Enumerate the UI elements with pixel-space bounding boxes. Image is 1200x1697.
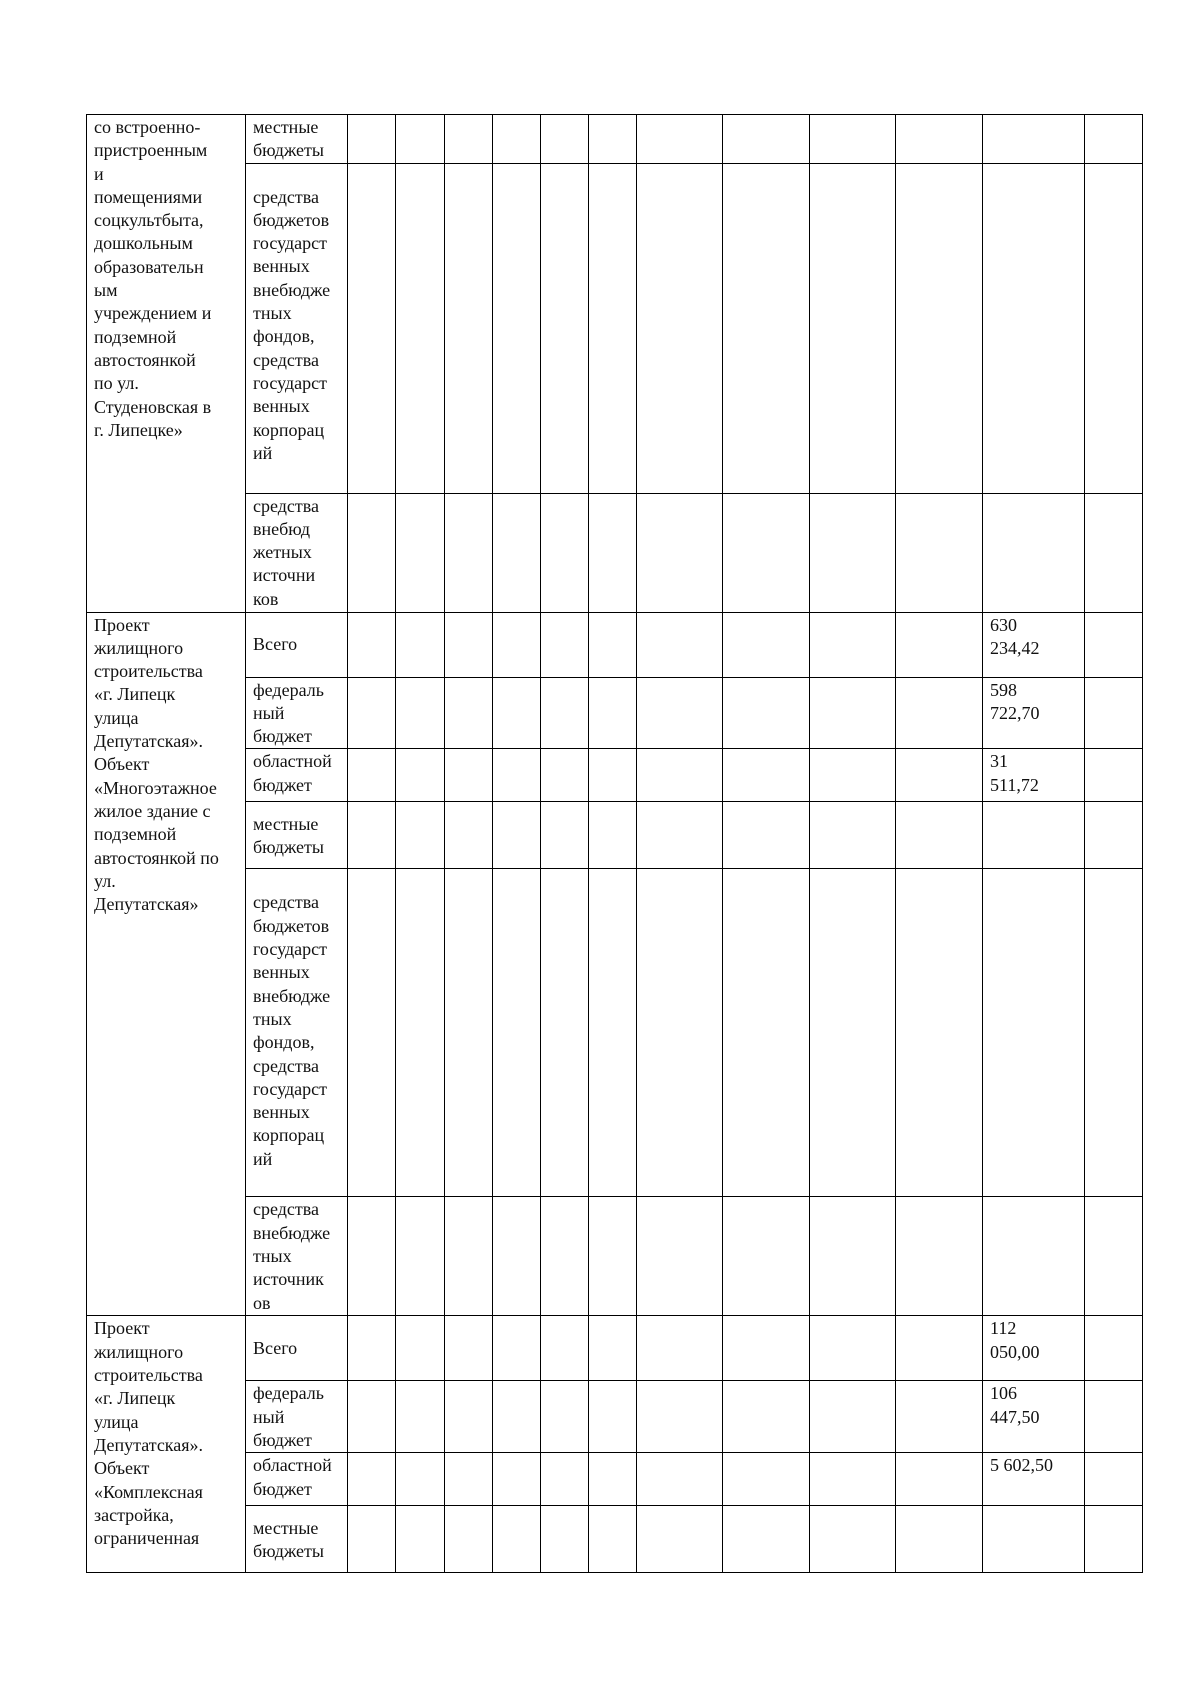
empty-cell: [1085, 677, 1143, 749]
empty-cell: [723, 802, 810, 869]
table-row: [87, 163, 1143, 493]
empty-cell: [396, 1506, 445, 1573]
table-row: [87, 1506, 1143, 1573]
empty-cell: [589, 1197, 637, 1316]
empty-cell: [589, 493, 637, 612]
empty-cell: [637, 749, 723, 802]
empty-cell: [493, 749, 541, 802]
empty-cell: [589, 163, 637, 493]
table-row: [87, 749, 1143, 802]
empty-cell: [723, 1506, 810, 1573]
funding-source-cell: Всего: [246, 612, 348, 677]
empty-cell: [810, 493, 896, 612]
empty-cell: [637, 1381, 723, 1453]
empty-cell: [810, 612, 896, 677]
empty-cell: [810, 677, 896, 749]
funding-source-cell: Всего: [246, 1316, 348, 1381]
empty-cell: [348, 1316, 396, 1381]
empty-cell: [637, 493, 723, 612]
empty-cell: [637, 115, 723, 164]
empty-cell: [348, 677, 396, 749]
empty-cell: [541, 869, 589, 1197]
empty-cell: [396, 1197, 445, 1316]
empty-cell: [541, 1453, 589, 1506]
funding-source-cell: федераль ный бюджет: [246, 677, 348, 749]
empty-cell: [445, 1506, 493, 1573]
empty-cell: [1085, 1453, 1143, 1506]
total-value-cell: 112 050,00: [983, 1316, 1085, 1381]
empty-cell: [1085, 1316, 1143, 1381]
funding-table: [86, 114, 1143, 1573]
empty-cell: [541, 163, 589, 493]
empty-cell: [348, 163, 396, 493]
empty-cell: [637, 802, 723, 869]
empty-cell: [493, 677, 541, 749]
empty-cell: [589, 1381, 637, 1453]
table-row: [87, 493, 1143, 612]
table-row: [87, 677, 1143, 749]
empty-cell: [637, 1506, 723, 1573]
empty-cell: [723, 1453, 810, 1506]
table-row: [87, 869, 1143, 1197]
funding-source-cell: средства внебюдже тных источник ов: [246, 1197, 348, 1316]
empty-cell: [896, 493, 983, 612]
empty-cell: [348, 612, 396, 677]
funding-source-cell: местные бюджеты: [246, 802, 348, 869]
empty-cell: [493, 163, 541, 493]
empty-cell: [445, 163, 493, 493]
funding-source-cell: средства бюджетов государст венных внебюдже тных фондов, средства государст венных корпорац ий: [246, 869, 348, 1197]
empty-cell: [348, 869, 396, 1197]
empty-cell: [396, 163, 445, 493]
empty-cell: [896, 1197, 983, 1316]
empty-cell: [589, 612, 637, 677]
empty-cell: [637, 677, 723, 749]
empty-cell: [810, 163, 896, 493]
empty-cell: [445, 749, 493, 802]
empty-cell: [541, 802, 589, 869]
total-value-cell: 630 234,42: [983, 612, 1085, 677]
empty-cell: [810, 749, 896, 802]
empty-cell: [541, 1381, 589, 1453]
empty-cell: [589, 1316, 637, 1381]
empty-cell: [1085, 1506, 1143, 1573]
empty-cell: [541, 612, 589, 677]
empty-cell: [723, 749, 810, 802]
empty-cell: [445, 612, 493, 677]
empty-cell: [896, 869, 983, 1197]
funding-source-cell: средства бюджетов государст венных внебюдже тных фондов, средства государст венных корпорац ий: [246, 163, 348, 493]
empty-cell: [493, 493, 541, 612]
table-row: [87, 1453, 1143, 1506]
empty-cell: [541, 1506, 589, 1573]
empty-cell: [396, 1316, 445, 1381]
empty-cell: [493, 869, 541, 1197]
total-value-cell: 5 602,50: [983, 1453, 1085, 1506]
empty-cell: [541, 1197, 589, 1316]
empty-cell: [445, 869, 493, 1197]
empty-cell: [1085, 749, 1143, 802]
empty-cell: [896, 1381, 983, 1453]
empty-cell: [348, 1381, 396, 1453]
empty-cell: [723, 869, 810, 1197]
empty-cell: [896, 1506, 983, 1573]
empty-cell: [445, 1197, 493, 1316]
empty-cell: [493, 1453, 541, 1506]
empty-cell: [445, 1316, 493, 1381]
empty-cell: [445, 1453, 493, 1506]
empty-cell: [810, 802, 896, 869]
empty-cell: [348, 749, 396, 802]
empty-cell: [493, 1506, 541, 1573]
empty-cell: [493, 1381, 541, 1453]
empty-cell: [445, 1381, 493, 1453]
table-row: [87, 1197, 1143, 1316]
empty-cell: [896, 1453, 983, 1506]
total-value-cell: 598 722,70: [983, 677, 1085, 749]
empty-cell: [810, 1316, 896, 1381]
empty-cell: [348, 493, 396, 612]
empty-cell: [637, 163, 723, 493]
empty-cell: [1085, 612, 1143, 677]
project-name-cell: Проект жилищного строительства «г. Липецк улица Депутатская». Объект «Многоэтажное жилое здание с подземной автостоянкой по ул. Депутатская»: [87, 612, 246, 1316]
empty-cell: [637, 1316, 723, 1381]
empty-cell: [396, 1381, 445, 1453]
empty-cell: [810, 1453, 896, 1506]
empty-cell: [896, 749, 983, 802]
empty-cell: [396, 749, 445, 802]
total-value-cell: [983, 1506, 1085, 1573]
funding-source-cell: местные бюджеты: [246, 1506, 348, 1573]
funding-source-cell: областной бюджет: [246, 1453, 348, 1506]
empty-cell: [723, 677, 810, 749]
project-name-cell: со встроенно- пристроенным и помещениями соцкультбыта, дошкольным образовательн ым учреждением и подземной автостоянкой по ул. Студеновская в г. Липецке»: [87, 115, 246, 613]
empty-cell: [723, 1316, 810, 1381]
empty-cell: [348, 1197, 396, 1316]
total-value-cell: [983, 869, 1085, 1197]
empty-cell: [723, 1197, 810, 1316]
empty-cell: [723, 493, 810, 612]
empty-cell: [589, 869, 637, 1197]
empty-cell: [445, 115, 493, 164]
table-row: [87, 1316, 1143, 1381]
funding-source-cell: местные бюджеты: [246, 115, 348, 164]
empty-cell: [541, 749, 589, 802]
table-row: [87, 612, 1143, 677]
empty-cell: [1085, 869, 1143, 1197]
empty-cell: [396, 1453, 445, 1506]
total-value-cell: [983, 493, 1085, 612]
empty-cell: [723, 612, 810, 677]
empty-cell: [493, 1316, 541, 1381]
total-value-cell: [983, 115, 1085, 164]
empty-cell: [589, 749, 637, 802]
total-value-cell: 106 447,50: [983, 1381, 1085, 1453]
empty-cell: [637, 869, 723, 1197]
empty-cell: [493, 115, 541, 164]
empty-cell: [896, 802, 983, 869]
table-row: [87, 1381, 1143, 1453]
empty-cell: [896, 163, 983, 493]
empty-cell: [896, 612, 983, 677]
empty-cell: [896, 677, 983, 749]
funding-source-cell: областной бюджет: [246, 749, 348, 802]
empty-cell: [396, 493, 445, 612]
project-name-cell: Проект жилищного строительства «г. Липецк улица Депутатская». Объект «Комплексная застройка, ограниченная: [87, 1316, 246, 1573]
empty-cell: [637, 1197, 723, 1316]
empty-cell: [810, 1381, 896, 1453]
empty-cell: [1085, 163, 1143, 493]
funding-source-cell: средства внебюд жетных источни ков: [246, 493, 348, 612]
empty-cell: [396, 612, 445, 677]
empty-cell: [541, 677, 589, 749]
empty-cell: [348, 115, 396, 164]
empty-cell: [348, 802, 396, 869]
empty-cell: [541, 115, 589, 164]
empty-cell: [810, 115, 896, 164]
empty-cell: [348, 1453, 396, 1506]
empty-cell: [589, 1506, 637, 1573]
total-value-cell: [983, 802, 1085, 869]
empty-cell: [493, 612, 541, 677]
empty-cell: [723, 1381, 810, 1453]
total-value-cell: 31 511,72: [983, 749, 1085, 802]
empty-cell: [723, 163, 810, 493]
empty-cell: [493, 1197, 541, 1316]
empty-cell: [445, 802, 493, 869]
empty-cell: [1085, 493, 1143, 612]
empty-cell: [589, 115, 637, 164]
empty-cell: [348, 1506, 396, 1573]
empty-cell: [810, 1197, 896, 1316]
empty-cell: [896, 1316, 983, 1381]
total-value-cell: [983, 163, 1085, 493]
empty-cell: [1085, 802, 1143, 869]
empty-cell: [637, 1453, 723, 1506]
empty-cell: [445, 677, 493, 749]
empty-cell: [723, 115, 810, 164]
empty-cell: [589, 802, 637, 869]
table-row: [87, 802, 1143, 869]
empty-cell: [589, 1453, 637, 1506]
table-row: [87, 115, 1143, 164]
empty-cell: [896, 115, 983, 164]
empty-cell: [396, 677, 445, 749]
empty-cell: [810, 1506, 896, 1573]
empty-cell: [1085, 1381, 1143, 1453]
empty-cell: [810, 869, 896, 1197]
empty-cell: [396, 802, 445, 869]
empty-cell: [396, 115, 445, 164]
funding-source-cell: федераль ный бюджет: [246, 1381, 348, 1453]
empty-cell: [396, 869, 445, 1197]
empty-cell: [589, 677, 637, 749]
empty-cell: [637, 612, 723, 677]
empty-cell: [1085, 1197, 1143, 1316]
total-value-cell: [983, 1197, 1085, 1316]
empty-cell: [541, 493, 589, 612]
empty-cell: [493, 802, 541, 869]
empty-cell: [1085, 115, 1143, 164]
empty-cell: [541, 1316, 589, 1381]
empty-cell: [445, 493, 493, 612]
